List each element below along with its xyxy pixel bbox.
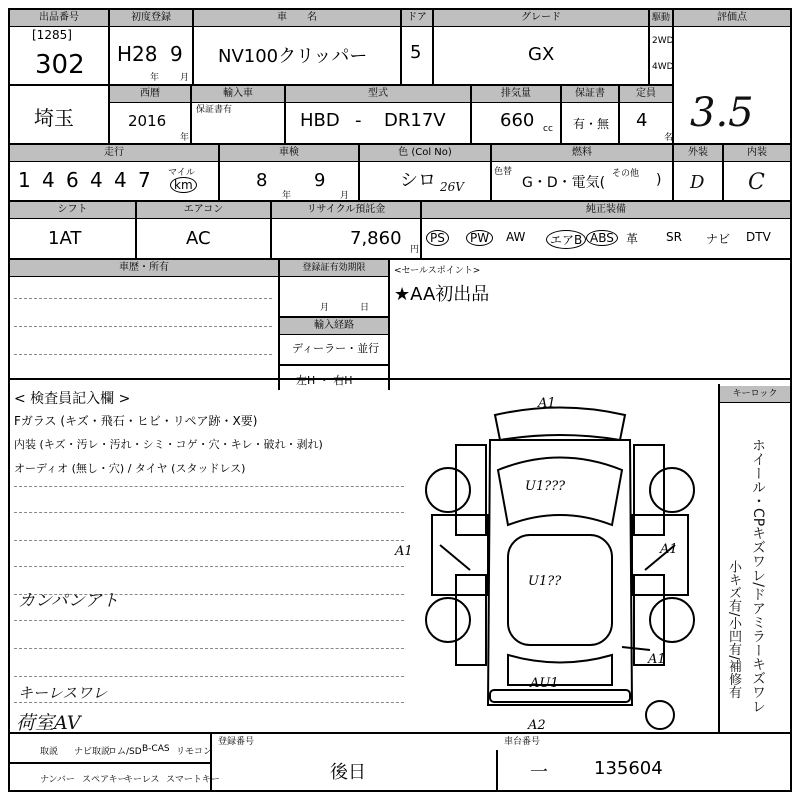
model-name: NV100クリッパー <box>218 46 368 67</box>
shift: 1AT <box>48 228 82 249</box>
mileage-digit: 4 <box>90 168 103 192</box>
row-sep-5 <box>8 378 792 380</box>
mileage-unit-km: km <box>170 177 197 193</box>
drive-label: 駆動 <box>650 10 672 27</box>
diagram-mark-right: A1 <box>660 542 678 557</box>
lot-small: [1285] <box>32 28 72 42</box>
inspector-title: < 検査員記入欄 > <box>14 391 131 407</box>
equipment-item: ナビ <box>706 232 731 246</box>
doors: 5 <box>410 42 422 63</box>
footer-accessory: ナンバー <box>40 775 75 785</box>
footer-accessory: リモコン <box>176 747 213 757</box>
recycle-fee: 7,860 <box>350 228 402 249</box>
inspection-month: 9 <box>314 170 326 191</box>
air-conditioner: AC <box>186 228 211 249</box>
interior-grade: C <box>748 170 765 195</box>
diagram-mark-left: A1 <box>395 544 413 559</box>
model-label: 車 名 <box>194 10 400 27</box>
mileage-digit: 6 <box>66 168 79 192</box>
first-reg-label: 初度登録 <box>110 10 192 27</box>
border-left <box>8 8 10 792</box>
equipment-item: PW <box>466 230 493 246</box>
grade-label: グレード <box>434 10 648 27</box>
score-label: 評価点 <box>674 10 790 27</box>
color-code: 26V <box>440 180 464 194</box>
mileage-digit: 1 <box>18 168 31 192</box>
score: 3.5 <box>690 90 754 136</box>
inspector-line-windshield: Fガラス (キズ・飛石・ヒビ・リペア跡・X要) <box>14 414 258 428</box>
region: 埼玉 <box>34 106 74 130</box>
diagram-mark-bumper: A2 <box>528 718 546 733</box>
year-era: H28 <box>117 42 158 66</box>
right-note-2: 小キズ有/小凹有/補修有 <box>726 560 741 699</box>
equipment-item: SR <box>666 230 682 244</box>
mileage-digit: 4 <box>114 168 127 192</box>
year-month: 9 <box>170 42 183 66</box>
note-cargo: 荷室AV <box>16 712 81 734</box>
inspector-line-audio: オーディオ (無し・穴) / タイヤ (スタッドレス) <box>14 462 246 475</box>
footer-accessory: ロム/SD <box>108 747 142 757</box>
border-bottom <box>8 790 792 792</box>
model-code: DR17V <box>384 110 446 131</box>
inspector-line-interior: 内装 (キズ・汚レ・汚れ・シミ・コゲ・穴・キレ・破れ・剥れ) <box>14 438 323 451</box>
grade: GX <box>528 44 555 65</box>
chassis-number: 135604 <box>594 758 663 779</box>
steering-side: 左H ・ 右H <box>296 374 353 387</box>
right-note-1: ホイール・CPキズワレ/ドアミラーキズワレ <box>750 438 766 713</box>
footer-accessory: B-CAS <box>142 744 170 754</box>
capacity: 4 <box>636 110 648 131</box>
border-right <box>790 8 792 792</box>
footer-accessory: キーレス <box>124 775 160 785</box>
footer-accessory: 取説 <box>40 747 59 757</box>
auction-sheet: 出品番号 [1285] 302 初度登録 H28 9 年 月 車 名 NV100クリッパー ドア 5 グレード GX 駆動 2WD 4WD 評価点 3.5 埼玉 西暦 2016 年 輸入車 保証書有 型式 HBD - DR17V 排気量 660 cc 保証書 有・無 定員 4 名 走行 1 4 6 4 4 7 マイル km 車検 8 年 9 月 色 (Col No) シロ 26V 色替 燃料 その他 G・D・電気( ) 外装 D 内装 C シフト 1AT エアコン AC リサイクル預託金 7,860 円 純正装備 PS PW AW エアB ABS 革 SR ナビ DTV 車歴・所有 登録証有効期限 月 日 輸入経路 ディーラー・並行 左H ・ 右H <セールスポイント> ★AA初出品 < 検査員記入欄 > Fガラス (キズ・飛石・ヒビ・リペア跡・X要) 内装 (キズ・汚レ・汚れ・シミ・コゲ・穴・キレ・破れ・剥れ) オーディオ (無し・穴) / タイヤ (スタッドレス) カンパンアト キーレスワレ 荷室AV キーロック A1 U1??? A1 A1 U1?? A1 AU1 A2 ホイール・CPキズワレ/ドアミラーキズワレ 小キズ有/小凹有/補修有 取説 ナビ取説 ロム/SD B-CAS リモコン ナンバー スペアキー キーレス スマートキー 登録番号 後日 車台番号 一 135604 <box>0 0 800 800</box>
note-keyless: キーレスワレ <box>18 684 108 702</box>
equipment-item: 革 <box>626 232 639 246</box>
equipment-item: DTV <box>746 230 771 244</box>
lot-number: 302 <box>35 50 85 80</box>
year-western: 2016 <box>128 112 167 130</box>
lot-label: 出品番号 <box>10 10 108 27</box>
equipment-item: ABS <box>586 230 618 246</box>
warranty: 有・無 <box>573 117 610 131</box>
diagram-mark-rear-right: A1 <box>648 652 666 667</box>
color: シロ <box>400 170 436 191</box>
diagram-mark-windshield: U1??? <box>525 479 566 494</box>
type-prefix: HBD <box>300 110 340 131</box>
doors-label: ドア <box>402 10 432 27</box>
displacement: 660 <box>500 110 535 131</box>
sales-point: ★AA初出品 <box>394 284 490 305</box>
footer-accessory: スマートキー <box>166 775 220 785</box>
mileage-digit: 7 <box>138 168 151 192</box>
exterior-grade: D <box>690 172 705 193</box>
fuel: G・D・電気( <box>522 175 606 191</box>
equipment-item: PS <box>426 230 449 246</box>
footer-accessory: ナビ取説 <box>74 747 111 757</box>
car-diagram <box>395 385 720 735</box>
registration-number: 後日 <box>330 762 366 783</box>
footer-accessory: スペアキー <box>82 775 127 785</box>
equipment-item: AW <box>506 230 526 244</box>
note-floor-mark: カンパンアト <box>18 591 119 611</box>
import-channel: ディーラー・並行 <box>292 342 380 355</box>
equipment-item: エアB <box>546 230 586 249</box>
diagram-mark-roof: U1?? <box>528 574 562 589</box>
diagram-mark-rear: AU1 <box>530 676 559 691</box>
diagram-mark-front: A1 <box>538 396 556 411</box>
inspection-year: 8 <box>256 170 268 191</box>
mileage-digit: 4 <box>42 168 55 192</box>
